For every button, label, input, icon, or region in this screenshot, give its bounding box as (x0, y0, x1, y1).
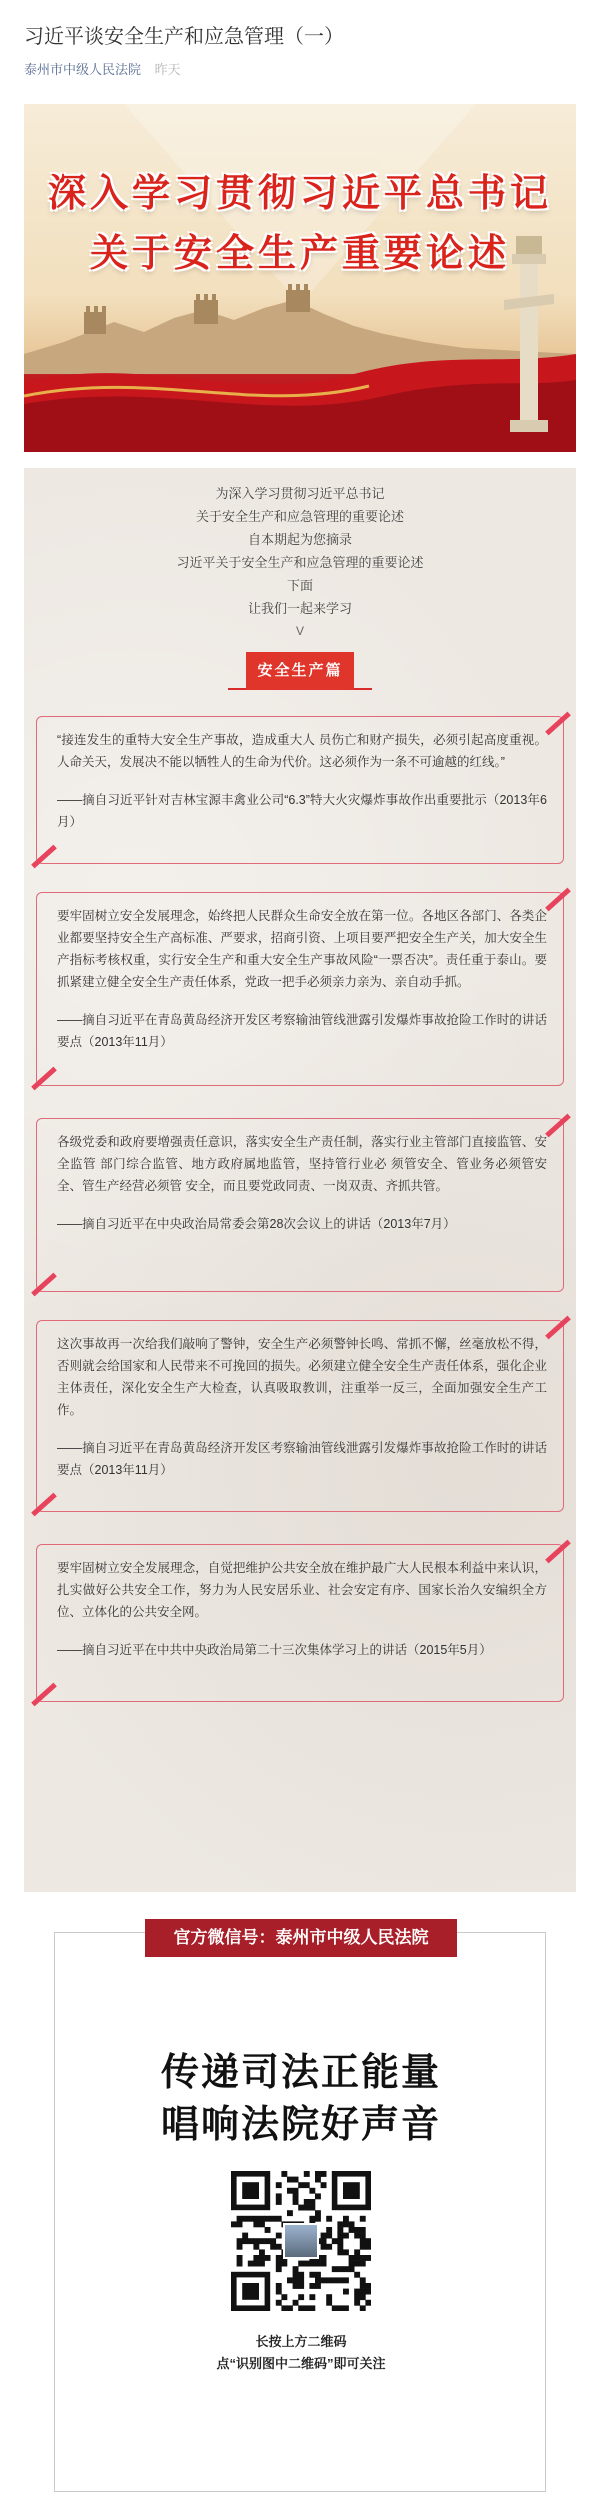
corner-ribbon-icon (31, 1683, 57, 1707)
intro-line: 习近平关于安全生产和应急管理的重要论述 (176, 555, 424, 570)
corner-ribbon-icon (545, 1316, 571, 1340)
corner-ribbon-icon (31, 845, 57, 869)
article-content (24, 468, 576, 1892)
banner-artwork (24, 104, 576, 452)
qr-caption-line2: 点“识别图中二维码”即可关注 (216, 2356, 386, 2371)
quote-card (36, 892, 564, 1086)
quote-card (36, 716, 564, 864)
quote-card (36, 1118, 564, 1292)
banner-headline-line2: 关于安全生产重要论述 (89, 230, 510, 275)
intro-line: 让我们一起来学习 (247, 601, 352, 616)
section-tag-label: 安全生产篇 (246, 652, 354, 690)
quote-text: “接连发生的重特大安全生产事故，造成重大人 员伤亡和财产损失，必须引起高度重视。人命关天，发展决不能以牺牲人的生命为代价。这必须作为一条不可逾越的红线。” (57, 733, 547, 769)
quote-source: ——摘自习近平在中央政治局常委会第28次会议上的讲话（2013年7月） (57, 1217, 456, 1231)
quote-card (36, 1320, 564, 1512)
court-logo-icon (283, 2223, 319, 2259)
quote-source: ——摘自习近平在青岛黄岛经济开发区考察输油管线泄露引发爆炸事故抢险工作时的讲话要点（2013年11月） (57, 1441, 547, 1477)
slogan-line2: 唱响法院好声音 (160, 2101, 441, 2146)
corner-ribbon-icon (31, 1273, 57, 1297)
quote-text: 各级党委和政府要增强责任意识，落实安全生产责任制，落实行业主管部门直接监管、安全监管 部门综合监管、地方政府属地监管，坚持管行业必 须管安全、管业务必须管安全、管生产经营必须管 安全，而且要党政同责、一岗双责、齐抓共管。 (57, 1135, 547, 1193)
corner-ribbon-icon (545, 1114, 571, 1138)
article-title: 习近平谈安全生产和应急管理（一） (24, 26, 344, 48)
quote-card (36, 1544, 564, 1702)
banner-image (24, 104, 576, 452)
quote-source: ——摘自习近平在中共中央政治局第二十三次集体学习上的讲话（2015年5月） (57, 1643, 492, 1657)
qr-code[interactable] (231, 2171, 371, 2311)
publish-date: 昨天 (154, 62, 181, 77)
corner-ribbon-icon (31, 1493, 57, 1517)
quote-text: 这次事故再一次给我们敲响了警钟，安全生产必须警钟长鸣、常抓不懈，丝毫放松不得，否则就会给国家和人民带来不可挽回的损失。必须建立健全安全生产责任体系，强化企业主体责任，深化安全生产大检查，认真吸取教训，注重举一反三，全面加强安全生产工作。 (57, 1337, 547, 1417)
intro-block (24, 482, 576, 643)
intro-line: 为深入学习贯彻习近平总书记 (215, 486, 385, 501)
qr-caption-line1: 长按上方二维码 (255, 2334, 347, 2349)
account-name-link[interactable]: 泰州市中级人民法院 (24, 62, 142, 77)
quote-text: 要牢固树立安全发展理念，自觉把维护公共安全放在维护最广大人民根本利益中来认识，扎实做好公共安全工作，努力为人民安居乐业、社会安定有序、国家长治久安编织全方位、立体化的公共安全网。 (57, 1561, 547, 1619)
intro-line: 下面 (286, 578, 313, 593)
corner-ribbon-icon (545, 712, 571, 736)
article-meta (24, 60, 576, 80)
footer-card (54, 1928, 546, 2492)
intro-line: 自本期起为您摘录 (247, 532, 352, 547)
quote-text: 要牢固树立安全发展理念，始终把人民群众生命安全放在第一位。各地区各部门、各类企业都要坚持安全生产高标准、严要求，招商引资、上项目要严把安全生产关，加大安全生产指标考核权重，实行安全生产和重大安全生产事故风险“一票否决”。责任重于泰山。要抓紧建立健全安全生产责任体系，党政一把手必须亲力亲为、亲自动手抓。 (57, 909, 547, 989)
slogan-line1: 传递司法正能量 (160, 2049, 441, 2094)
official-account-banner: 官方微信号：泰州市中级人民法院 (145, 1919, 457, 1957)
corner-ribbon-icon (545, 1540, 571, 1564)
intro-line: 关于安全生产和应急管理的重要论述 (195, 509, 404, 524)
quote-source: ——摘自习近平针对吉林宝源丰禽业公司“6.3”特大火灾爆炸事故作出重要批示（2013年6月） (57, 793, 547, 829)
banner-headline-line1: 深入学习贯彻习近平总书记 (47, 170, 552, 215)
chevron-down-icon: V (295, 624, 304, 638)
article-header (24, 22, 576, 80)
section-tag (228, 656, 372, 690)
corner-ribbon-icon (31, 1067, 57, 1091)
quote-source: ——摘自习近平在青岛黄岛经济开发区考察输油管线泄露引发爆炸事故抢险工作时的讲话要点（2013年11月） (57, 1013, 547, 1049)
corner-ribbon-icon (545, 888, 571, 912)
